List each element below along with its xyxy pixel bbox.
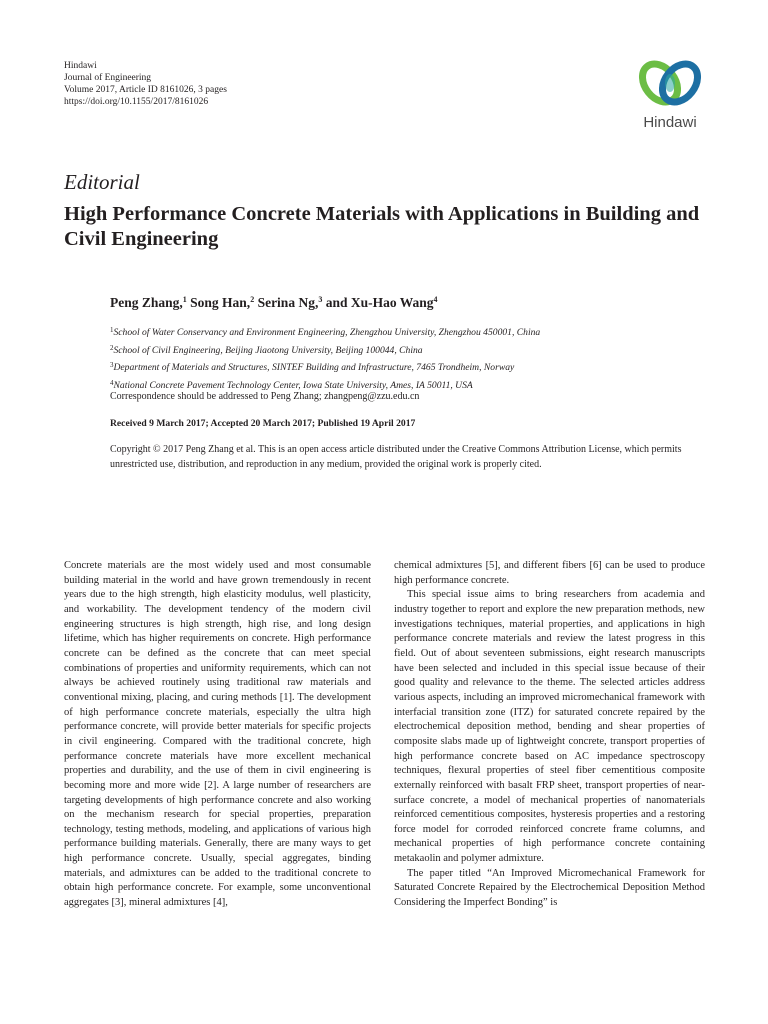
body-paragraph: This special issue aims to bring researchers from academia and industry together to report and explore the new preparation methods, new investigations techniques, material properties, and applications in high performance concrete materials and review the latest progress in this field. Out of about seventeen submissions, eight research manuscripts have been selected and included in this special issue because of their good quality and relevance to the theme. The selected articles address various aspects, including an improved micromechanical framework with interfacial transition zone (ITZ) for saturated concrete repaired by the electrochemical deposition method, bending and shear properties of composite slabs made up of lightweight concrete, transport properties of high performance concrete based on AC impedance spectroscopy techniques, flexural properties of steel fiber cementitious composite externally reinforced with basalt FRP sheet, transport properties of near-surface concrete, a model of mechanical properties of nanomaterials reinforced cementitious composites, hysteresis properties and a restoring force model for corroded reinforced concrete frame columns, and mechanical properties of high performance concrete containing metakaolin and polymer admixture. [394, 589, 705, 865]
author-name: Serina Ng, [257, 295, 319, 310]
journal-header [64, 60, 227, 108]
author-name: Peng Zhang, [110, 295, 183, 310]
affiliation-item: $^1$School of Water Conservancy and Environment Engineering, Zhengzhou University, Zhengzhou 450001, China [110, 326, 541, 338]
body-column-right [394, 559, 705, 911]
article-section-label: Editorial [64, 170, 140, 194]
author-affiliation-marker: 4 [433, 295, 438, 304]
author-affiliation-marker: 3 [318, 295, 323, 304]
body-paragraph: Concrete materials are the most widely used and most consumable building material in the world and have grown tremendously in recent years due to the high strength, high elasticity modulus, well plasticity, and workability. The development tendency of the modern civil engineering structures is high strength, high rise, and long design lifetime, which has higher requirements on concrete. High performance concrete can be defined as the concrete that can meet special combinations of properties and uniformity requirements, which can not always be achieved routinely using traditional raw materials and conventional mixing, placing, and curing methods [1]. The development of high performance concrete materials, especially the ultra high performance concrete, will provide better materials for specific projects in civil engineering. Compared with the traditional concrete, high performance concrete materials have more excellent mechanical properties and durability, and the use of them in civil engineering is becoming more and more wide [2]. A large number of researchers are targeting developments of high performance concrete and also working on the mechanism research for special properties, preparation technology, testing methods, modeling, and applications of various high performance building materials. Generally, there are many ways to get high performance concrete. Usually, special aggregates, binding materials, and admixtures can be added to the traditional concrete to obtain high performance concrete. For example, some unconventional aggregates [3], mineral admixtures [4], [64, 560, 371, 909]
body-paragraph: The paper titled “An Improved Micromechanical Framework for Saturated Concrete Repaired by the Electrochemical Deposition Method Considering the Imperfect Bonding” is [394, 867, 705, 909]
affiliation-item: $^2$School of Civil Engineering, Beijing Jiaotong University, Beijing 100044, China [110, 343, 423, 356]
volume-info: Volume 2017, Article ID 8161026, 3 pages [64, 85, 227, 95]
article-title: High Performance Concrete Materials with Applications in Building and Civil Engineering [64, 203, 700, 250]
hindawi-logo-text: Hindawi [643, 114, 697, 131]
affiliation-item: $^3$Department of Materials and Structures, SINTEF Building and Infrastructure, 7465 Trondheim, Norway [110, 361, 515, 374]
author-affiliation-marker: 1 [182, 295, 187, 304]
body-column-left [64, 559, 371, 911]
body-paragraph: chemical admixtures [5], and different fibers [6] can be used to produce high performance concrete. [394, 560, 705, 586]
publication-dates: Received 9 March 2017; Accepted 20 March 2017; Published 19 April 2017 [110, 418, 416, 429]
author-name: and Xu-Hao Wang [325, 295, 434, 310]
journal-name: Journal of Engineering [64, 73, 152, 83]
copyright-notice: Copyright © 2017 Peng Zhang et al. This is an open access article distributed under the Creative Commons Attribution License, which permits unrestricted use, distribution, and reproduction in any medium, provided the original work is properly cited. [110, 444, 682, 470]
hindawi-logo-icon [630, 52, 710, 114]
author-affiliation-marker: 2 [250, 295, 255, 304]
affiliation-list [110, 323, 710, 394]
affiliation-item: $^4$National Concrete Pavement Technology Center, Iowa State University, Ames, IA 50011, USA [110, 379, 473, 392]
doi-link[interactable]: https://doi.org/10.1155/2017/8161026 [64, 97, 209, 107]
author-name: Song Han, [190, 295, 251, 310]
hindawi-logo [630, 52, 710, 134]
author-list [110, 295, 437, 311]
publisher-name: Hindawi [64, 61, 97, 71]
correspondence-note: Correspondence should be addressed to Peng Zhang; zhangpeng@zzu.edu.cn [110, 391, 420, 402]
